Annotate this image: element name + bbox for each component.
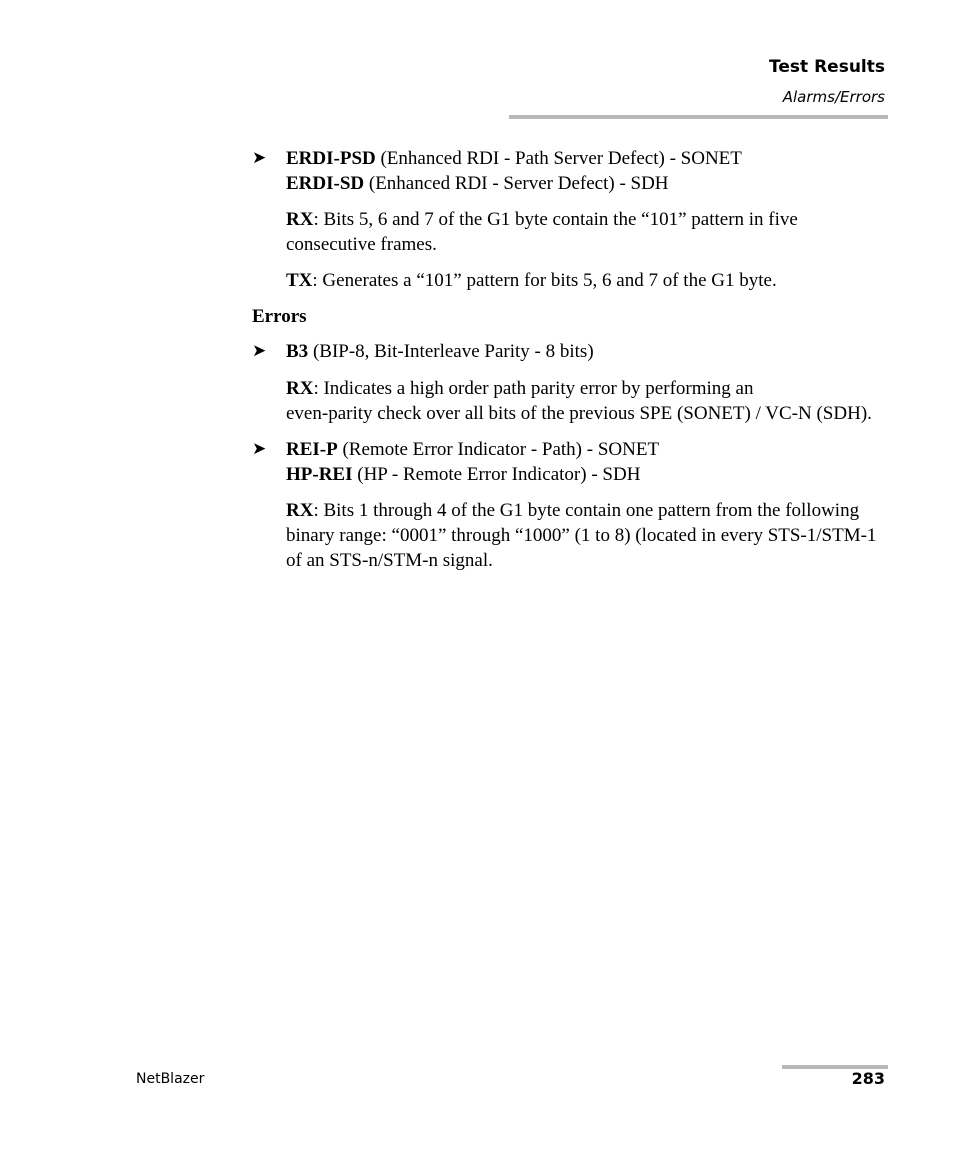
errors-heading: Errors: [252, 306, 307, 327]
term-erdi-psd: ERDI-PSD: [286, 148, 376, 169]
bullet-arrow-icon: ➤: [252, 148, 267, 168]
b3-rx-text-1: : Indicates a high order path parity error by performing an: [313, 378, 754, 399]
term-hp-rei: HP-REI: [286, 464, 353, 485]
erdi-tx-paragraph: [252, 268, 888, 293]
header-rule: [509, 115, 888, 119]
bullet-rei: [252, 437, 888, 487]
bullet-b3: [252, 339, 888, 364]
tx-label: TX: [286, 270, 313, 291]
b3-rx-paragraph: [252, 376, 888, 426]
term-b3: B3: [286, 341, 309, 362]
rx-label: RX: [286, 500, 314, 521]
bullet-arrow-icon: ➤: [252, 341, 267, 361]
bullet-arrow-icon: ➤: [252, 439, 267, 459]
term-erdi-psd-desc: (Enhanced RDI - Path Server Defect) - SONET: [375, 148, 742, 169]
running-header-subtitle: Alarms/Errors: [782, 88, 885, 106]
erdi-rx-paragraph: [252, 207, 888, 257]
running-header-title: Test Results: [769, 57, 885, 77]
erdi-tx-text: : Generates a “101” pattern for bits 5, 6 and 7 of the G1 byte.: [312, 270, 777, 291]
page-number: 283: [851, 1069, 885, 1088]
bullet-erdi: [252, 146, 888, 196]
rx-label: RX: [286, 378, 314, 399]
rx-label: RX: [286, 209, 314, 230]
b3-rx-text-2: even-parity check over all bits of the previous SPE (SONET) / VC-N (SDH).: [286, 403, 872, 424]
term-hp-rei-desc: (HP - Remote Error Indicator) - SDH: [352, 464, 641, 485]
erdi-rx-text: : Bits 5, 6 and 7 of the G1 byte contain the “101” pattern in five consecutive frames.: [286, 209, 798, 255]
term-rei-p: REI-P: [286, 439, 338, 460]
term-b3-desc: (BIP-8, Bit-Interleave Parity - 8 bits): [308, 341, 594, 362]
rei-rx-paragraph: [252, 498, 888, 573]
rei-rx-text: : Bits 1 through 4 of the G1 byte contain one pattern from the following binary range: “0001” through “1000” (1 to 8) (located in every STS-1/STM-1 of an STS-n/STM-n signal.: [286, 500, 877, 571]
page-content: [252, 146, 888, 573]
term-rei-p-desc: (Remote Error Indicator - Path) - SONET: [337, 439, 660, 460]
term-erdi-sd-desc: (Enhanced RDI - Server Defect) - SDH: [364, 173, 669, 194]
footer-product-name: NetBlazer: [136, 1071, 205, 1087]
term-erdi-sd: ERDI-SD: [286, 173, 365, 194]
